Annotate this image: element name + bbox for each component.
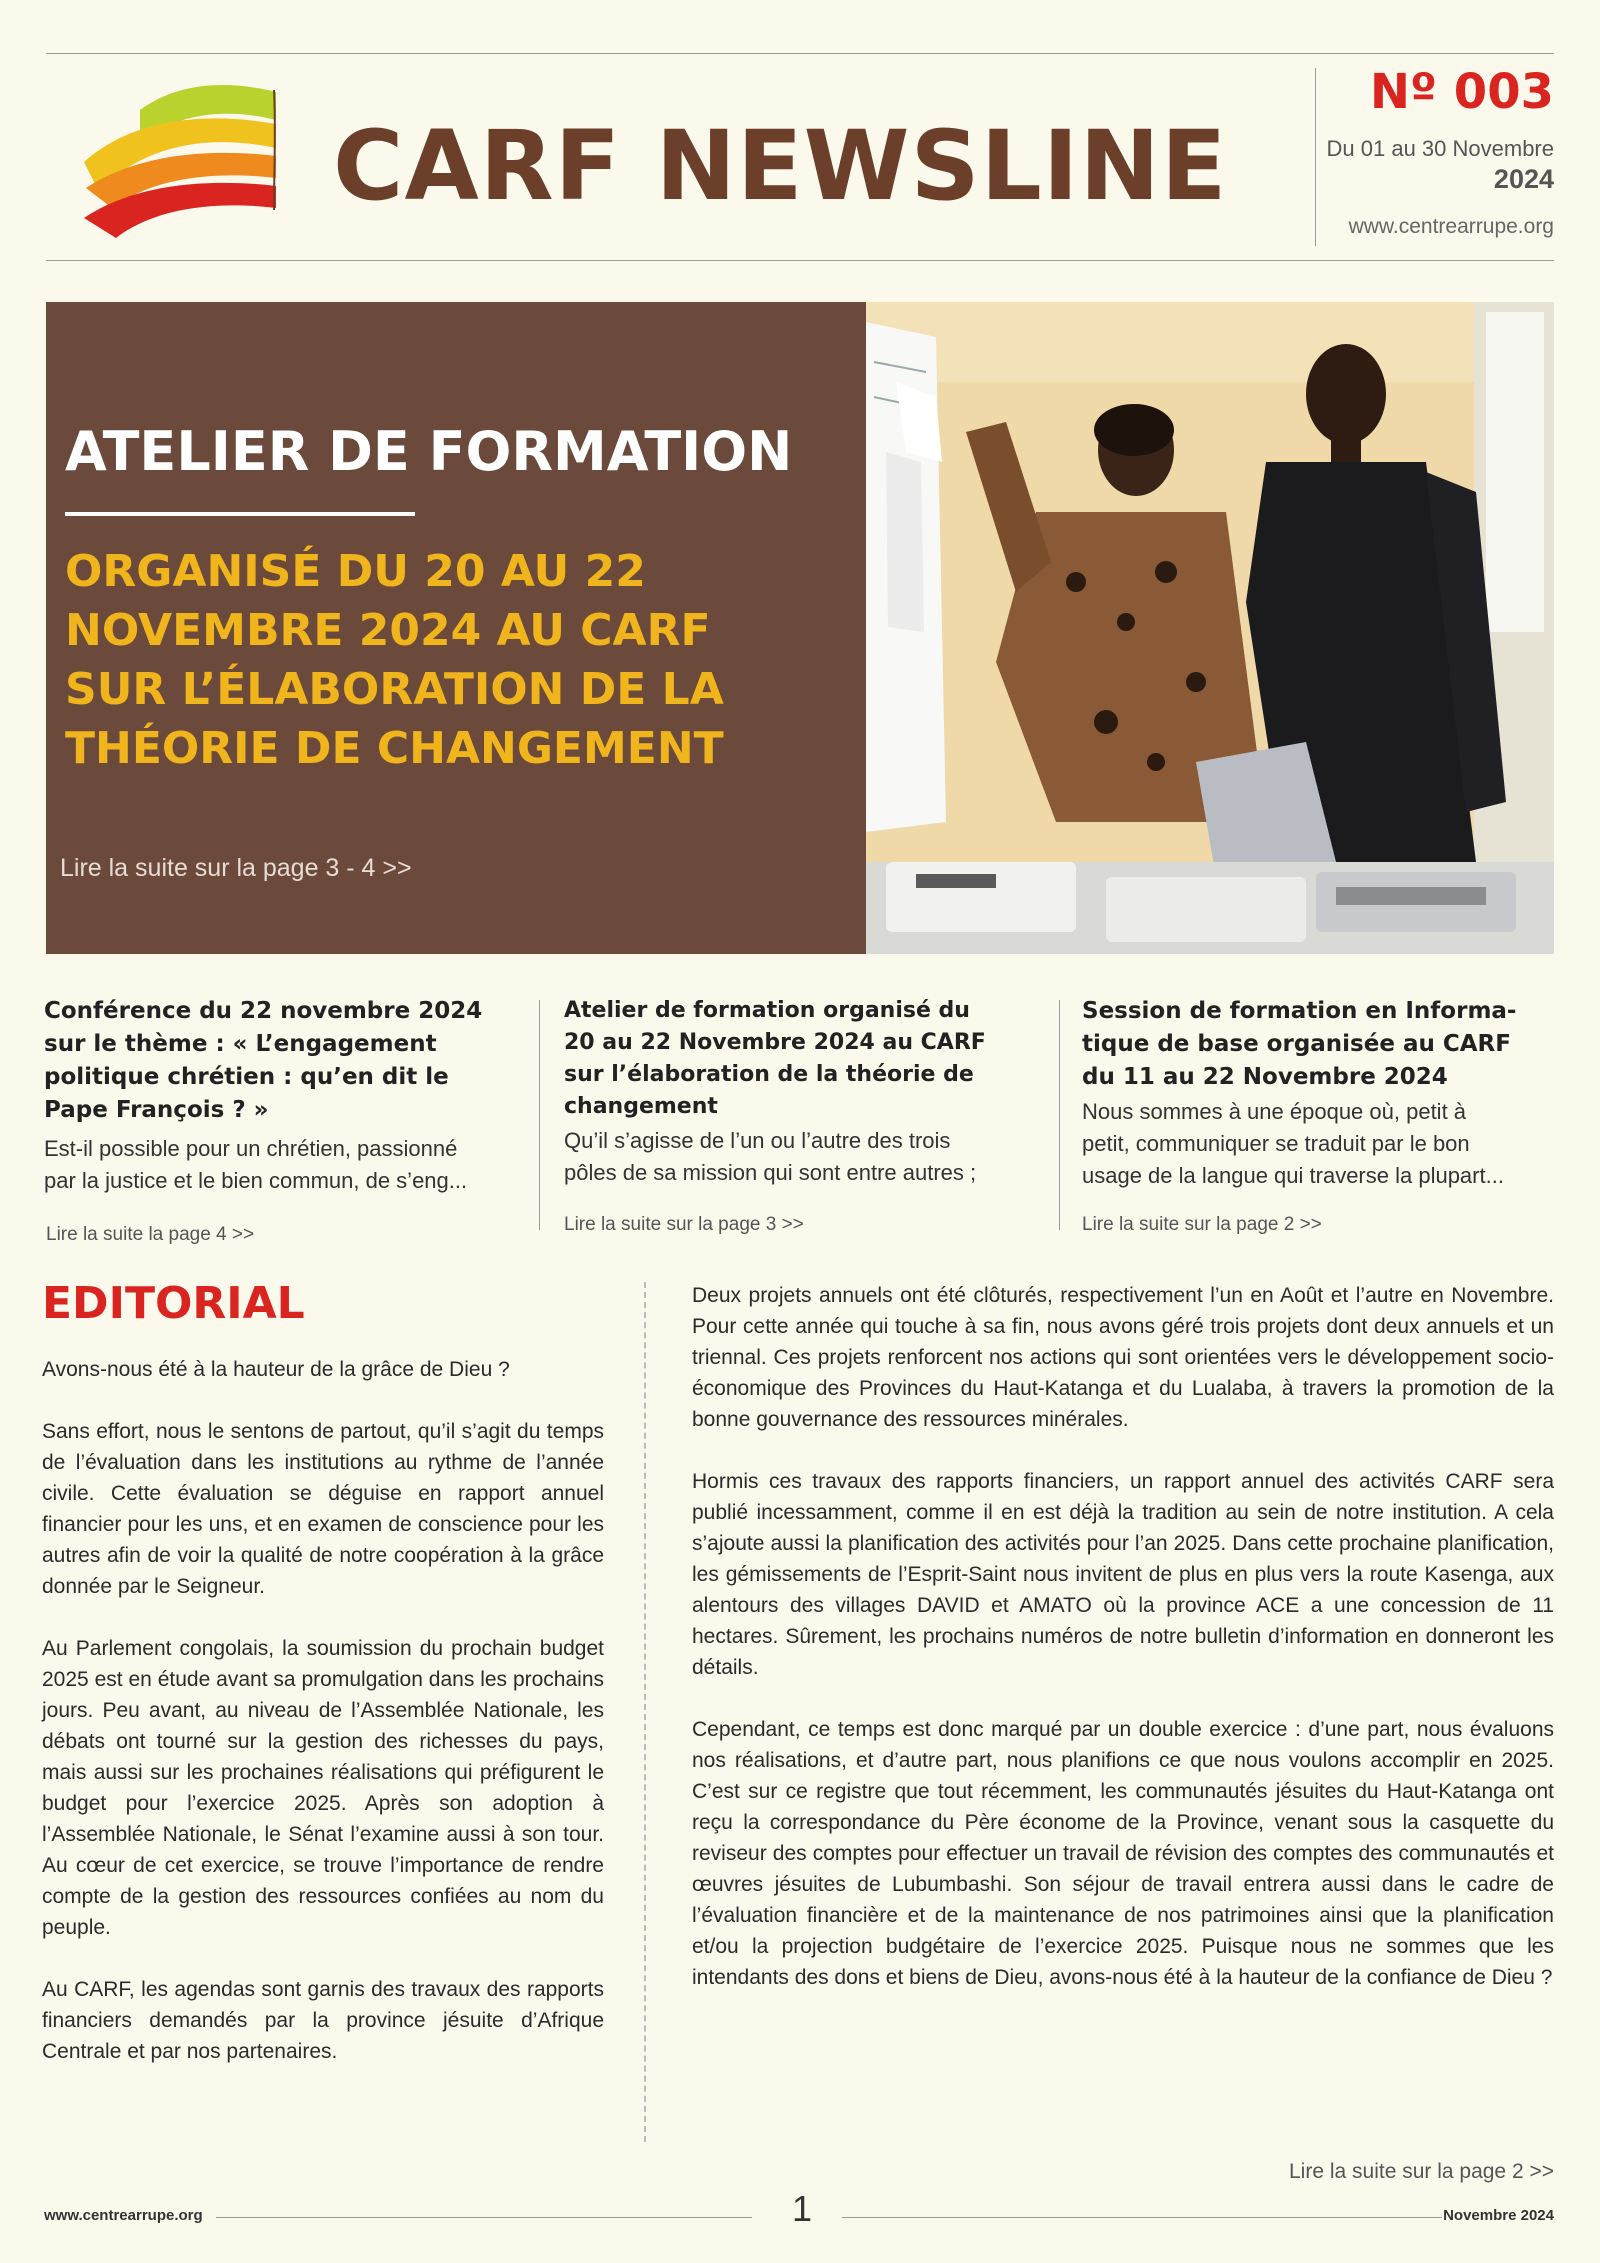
- teaser-title: [564, 995, 1054, 1123]
- teaser-title-line: changement: [564, 1094, 718, 1119]
- masthead-bottom-rule: [46, 260, 1554, 261]
- teaser-conference: [44, 995, 524, 1197]
- footer-page-number: 1: [792, 2188, 813, 2229]
- teaser-excerpt-line: Qu’il s’agisse de l’un ou l’autre des trois: [564, 1128, 951, 1153]
- teaser-read-more-link[interactable]: Lire la suite sur la page 2 >>: [1082, 1214, 1322, 1235]
- footer-rule-left: [216, 2217, 752, 2218]
- editorial-paragraph: Avons-nous été à la hauteur de la grâce de Dieu ?: [42, 1358, 510, 1381]
- hero-banner: [46, 302, 1554, 954]
- teaser-title: [1082, 995, 1562, 1094]
- hero-headline-line: THÉORIE DE CHANGEMENT: [65, 723, 724, 774]
- teaser-excerpt-line: petit, communiquer se traduit par le bon: [1082, 1131, 1470, 1156]
- teaser-title-line: sur l’élaboration de la théorie de: [564, 1062, 974, 1087]
- hero-headline-line: SUR L’ÉLABORATION DE LA: [65, 664, 724, 715]
- teaser-title-line: Atelier de formation organisé du: [564, 998, 970, 1023]
- footer-rule-right: [842, 2217, 1442, 2218]
- editorial-title: EDITORIAL: [42, 1278, 305, 1329]
- top-rule: [46, 53, 1554, 54]
- editorial-paragraph: Deux projets annuels ont été clôturés, respectivement l’un en Août et l’autre en Novembre. Pour cette année qui touche à sa fin, nous avons géré trois projets dont deux annuels et un triennal. Ces projets renforcent nos actions qui sont orientées vers le développement socio-économique des Provinces du Haut-Katanga et du Lualaba, à travers la promotion de la bonne gouvernance des ressources minérales.: [692, 1284, 1554, 1431]
- teaser-separator: [539, 1000, 540, 1230]
- issue-number: Nº 003: [1369, 64, 1554, 120]
- teaser-title-line: Session de formation en Informa-: [1082, 998, 1517, 1024]
- editorial-read-more-link[interactable]: Lire la suite sur la page 2 >>: [1288, 2160, 1554, 2183]
- teaser-title-line: du 11 au 22 Novembre 2024: [1082, 1064, 1448, 1090]
- teaser-title-line: 20 au 22 Novembre 2024 au CARF: [564, 1030, 986, 1055]
- teaser-atelier: [564, 995, 1054, 1189]
- issue-dates: Du 01 au 30 Novembre: [1326, 136, 1554, 161]
- masthead-website-link[interactable]: www.centrearrupe.org: [1348, 215, 1554, 238]
- teaser-read-more-link[interactable]: Lire la suite sur la page 3 >>: [564, 1214, 804, 1235]
- editorial-paragraph: Hormis ces travaux des rapports financiers, un rapport annuel des activités CARF sera publié incessamment, comme il en est déjà la tradition au sein de notre institution. A cela s’ajoute aussi la planification des activités pour l’an 2025. Dans cette prochaine planification, les gémissements de l’Esprit-Saint nous invitent de plus en plus vers la route Kasenga, aux alentours des villages DAVID et AMATO où la province ACE a une concession de 11 hectares. Sûrement, les prochains numéros de notre bulletin d’information en donneront les détails.: [692, 1470, 1554, 1679]
- hero-headline: [65, 542, 855, 778]
- hero-kicker: ATELIER DE FORMATION: [65, 420, 793, 483]
- editorial-paragraph: Cependant, ce temps est donc marqué par un double exercice : d’une part, nous évaluons nos réalisations, et d’autre part, nous planifions ce que nous voulons accomplir en 2025. C’est sur ce registre que tout récemment, les communautés jésuites du Haut-Katanga ont reçu la correspondance du Père économe de la Province, venant sous la casquette du reviseur des comptes pour effectuer un travail de révision des comptes des communautés et œuvres jésuites de Lubumbashi. Son séjour de travail entrera aussi dans le cadre de l’évaluation financière et de la maintenance de nos patrimoines ainsi que la planification et/ou la projection budgétaire de l’exercice 2025. Puisque nous ne sommes que les intendants des dons et biens de Dieu, avons-nous été à la hauteur de la confiance de Dieu ?: [692, 1718, 1554, 1989]
- editorial-paragraph: Au CARF, les agendas sont garnis des travaux des rapports financiers demandés par la province jésuite d’Afrique Centrale et par nos partenaires.: [42, 1978, 604, 2063]
- footer-website-link[interactable]: www.centrearrupe.org: [44, 2207, 203, 2224]
- teaser-excerpt-line: par la justice et le bien commun, de s’eng...: [44, 1168, 468, 1193]
- photo-trainers-flipchart-icon: [866, 302, 1554, 954]
- teaser-excerpt: [564, 1125, 1054, 1189]
- teaser-excerpt-line: Nous sommes à une époque où, petit à: [1082, 1099, 1467, 1124]
- teaser-title-line: Pape François ? »: [44, 1097, 269, 1123]
- teaser-excerpt: [44, 1133, 524, 1197]
- teaser-excerpt-line: usage de la langue qui traverse la plupart...: [1082, 1163, 1504, 1188]
- masthead-title: CARF NEWSLINE: [333, 110, 1228, 222]
- teaser-excerpt-line: Est-il possible pour un chrétien, passionné: [44, 1136, 458, 1161]
- teaser-title-line: Conférence du 22 novembre 2024: [44, 998, 483, 1024]
- teaser-informatique: [1082, 995, 1562, 1192]
- hero-divider-line: [65, 512, 415, 516]
- teaser-excerpt-line: pôles de sa mission qui sont entre autres ;: [564, 1160, 977, 1185]
- editorial-right-column: [692, 1280, 1554, 1993]
- footer-month: Novembre 2024: [1443, 2207, 1554, 2224]
- issue-year: 2024: [1493, 164, 1554, 194]
- carf-logo-icon: [78, 70, 278, 245]
- teaser-title-line: tique de base organisée au CARF: [1082, 1031, 1511, 1057]
- editorial-paragraph: Au Parlement congolais, la soumission du prochain budget 2025 est en étude avant sa promulgation dans les prochains jours. Peu avant, au niveau de l’Assemblée Nationale, les débats ont tourné sur la gestion des richesses du pays, mais aussi sur les prochaines réalisations qui préfigurent le budget pour l’exercice 2025. Après son adoption à l’Assemblée Nationale, le Sénat l’examine aussi à son tour. Au cœur de cet exercice, se trouve l’importance de rendre compte de la gestion des ressources confiées au nom du peuple.: [42, 1637, 604, 1939]
- teaser-read-more-link[interactable]: Lire la suite la page 4 >>: [46, 1224, 255, 1245]
- teaser-excerpt: [1082, 1096, 1562, 1192]
- hero-read-more-link[interactable]: Lire la suite sur la page 3 - 4 >>: [60, 854, 412, 882]
- masthead-divider: [1315, 68, 1316, 246]
- teaser-title-line: sur le thème : « L’engagement: [44, 1031, 437, 1057]
- hero-text-panel: [46, 302, 866, 954]
- hero-headline-line: NOVEMBRE 2024 AU CARF: [65, 605, 711, 656]
- teaser-title: [44, 995, 524, 1127]
- editorial-left-column: [42, 1354, 604, 2067]
- editorial-paragraph: Sans effort, nous le sentons de partout, qu’il s’agit du temps de l’évaluation dans les institutions au rythme de l’année civile. Cette évaluation se déguise en rapport annuel financier pour les uns, et en examen de conscience pour les autres afin de voir la qualité de notre coopération à la grâce donnée par le Seigneur.: [42, 1420, 604, 1598]
- teaser-title-line: politique chrétien : qu’en dit le: [44, 1064, 449, 1090]
- teaser-separator: [1059, 1000, 1060, 1230]
- editorial-column-separator: [644, 1282, 646, 2142]
- hero-headline-line: ORGANISÉ DU 20 AU 22: [65, 546, 646, 597]
